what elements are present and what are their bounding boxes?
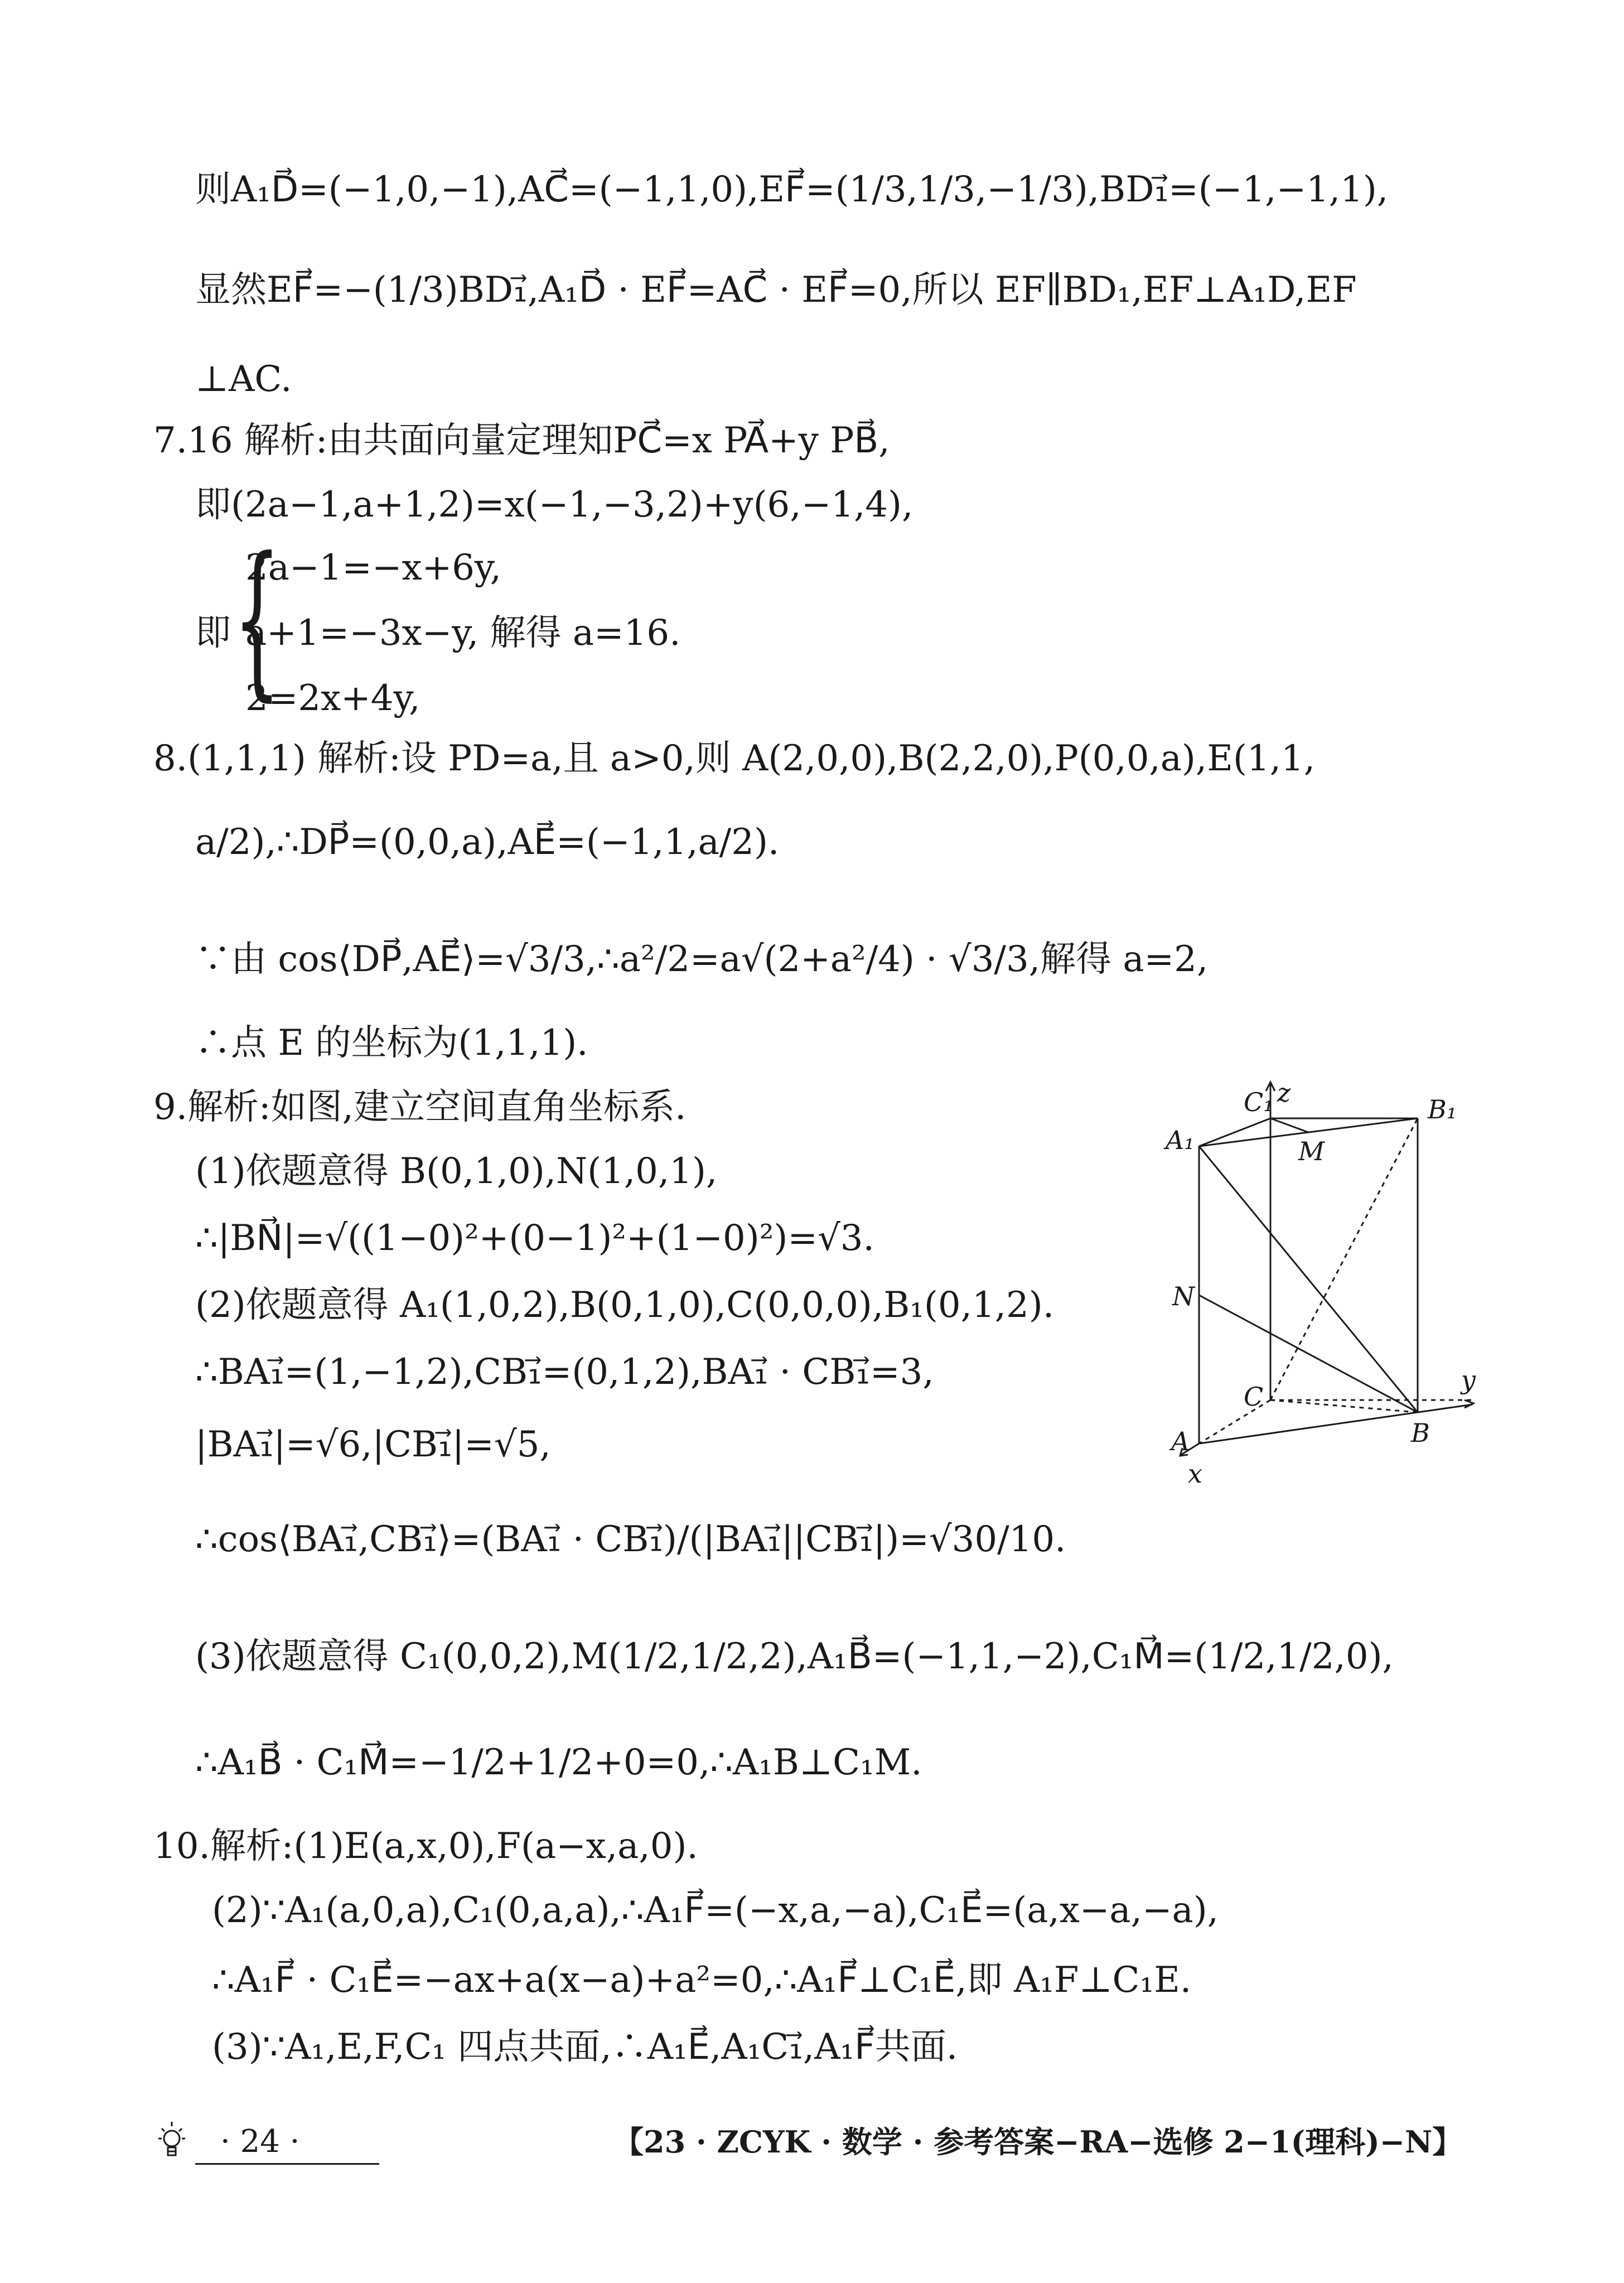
text-line-8: a+1=−3x−y, 解得 a=16. — [245, 612, 681, 654]
label-M: M — [1298, 1136, 1325, 1166]
text-line-22: ∴A₁B⃗ · C₁M⃗=−1/2+1/2+0=0,∴A₁B⊥C₁M. — [195, 1742, 922, 1783]
prism-diagram — [1160, 1071, 1539, 1517]
label-C: C — [1244, 1382, 1264, 1412]
text-line-5: 即(2a−1,a+1,2)=x(−1,−3,2)+y(6,−1,4), — [195, 484, 914, 525]
text-line-25: ∴A₁F⃗ · C₁E⃗=−ax+a(x−a)+a²=0,∴A₁F⃗⊥C₁E⃗,即 A₁F⊥C₁E. — [212, 1959, 1192, 2001]
label-A1: A₁ — [1166, 1125, 1195, 1155]
label-x: x — [1188, 1459, 1202, 1489]
text-line-9: 2=2x+4y, — [245, 678, 420, 719]
lightbulb-icon — [155, 2120, 188, 2164]
text-line-24: (2)∵A₁(a,0,a),C₁(0,a,a),∴A₁F⃗=(−x,a,−a),C₁E⃗=(a,x−a,−a), — [212, 1890, 1219, 1931]
text-line-11: a/2),∴DP⃗=(0,0,a),AE⃗=(−1,1,a/2). — [195, 822, 780, 863]
text-line-4: 7.16 解析:由共面向量定理知PC⃗=x PA⃗+y PB⃗, — [153, 420, 890, 461]
segment-A1B — [1199, 1146, 1418, 1412]
label-A: A — [1171, 1426, 1190, 1456]
text-line-26: (3)∵A₁,E,F,C₁ 四点共面,∴A₁E⃗,A₁C₁⃗,A₁F⃗共面. — [212, 2026, 958, 2068]
edge-AB — [1199, 1412, 1418, 1444]
label-z: z — [1277, 1078, 1291, 1108]
edge-CB — [1270, 1400, 1418, 1412]
text-line-17: (2)依题意得 A₁(1,0,2),B(0,1,0),C(0,0,0),B₁(0,1,2). — [195, 1285, 1055, 1326]
text-line-2: 显然EF⃗=−(1/3)BD₁⃗,A₁D⃗ · EF⃗=AC⃗ · EF⃗=0,所以 EF∥BD₁,EF⊥A₁D,EF — [195, 269, 1357, 311]
y-axis-ext — [1418, 1404, 1472, 1412]
text-line-23: 10.解析:(1)E(a,x,0),F(a−x,a,0). — [153, 1826, 698, 1867]
text-line-19: |BA₁⃗|=√6,|CB₁⃗|=√5, — [195, 1424, 551, 1465]
segment-C1M — [1270, 1118, 1308, 1132]
label-y: y — [1461, 1365, 1476, 1395]
label-C1: C₁ — [1244, 1087, 1274, 1117]
text-line-1: 则A₁D⃗=(−1,0,−1),AC⃗=(−1,1,0),EF⃗=(1/3,1/3,−1/3),BD₁⃗=(−1,−1,1), — [195, 169, 1389, 210]
equation-brace: { — [233, 522, 281, 716]
text-line-13: ∴点 E 的坐标为(1,1,1). — [195, 1022, 588, 1064]
text-line-18: ∴BA₁⃗=(1,−1,2),CB₁⃗=(0,1,2),BA₁⃗ · CB₁⃗=3, — [195, 1352, 934, 1393]
label-B1: B₁ — [1428, 1094, 1457, 1124]
segment-NB — [1199, 1295, 1418, 1412]
page-number: · 24 · — [220, 2123, 300, 2160]
text-line-3: ⊥AC. — [195, 359, 292, 400]
text-line-20: ∴cos⟨BA₁⃗,CB₁⃗⟩=(BA₁⃗ · CB₁⃗)/(|BA₁⃗||CB₁⃗|)=√30/10. — [195, 1519, 1066, 1560]
label-B: B — [1411, 1418, 1430, 1448]
text-line-10: 8.(1,1,1) 解析:设 PD=a,且 a>0,则 A(2,0,0),B(2,2,0),P(0,0,a),E(1,1, — [153, 738, 1316, 779]
text-line-16: ∴|BN⃗|=√((1−0)²+(0−1)²+(1−0)²)=√3. — [195, 1218, 874, 1259]
footer-code: 【23 · ZCYK · 数学 · 参考答案−RA−选修 2−1(理科)−N】 — [613, 2124, 1463, 2160]
label-N: N — [1172, 1281, 1195, 1311]
text-line-21: (3)依题意得 C₁(0,0,2),M(1/2,1/2,2),A₁B⃗=(−1,1,−2),C₁M⃗=(1/2,1/2,0), — [195, 1636, 1394, 1677]
text-line-7: 即 — [195, 612, 231, 654]
text-line-12: ∵由 cos⟨DP⃗,AE⃗⟩=√3/3,∴a²/2=a√(2+a²/4) · √3/3,解得 a=2, — [195, 939, 1209, 980]
text-line-6: 2a−1=−x+6y, — [245, 547, 501, 588]
footer-rule — [195, 2163, 379, 2165]
text-line-15: (1)依题意得 B(0,1,0),N(1,0,1), — [195, 1151, 718, 1192]
text-line-14: 9.解析:如图,建立空间直角坐标系. — [153, 1087, 687, 1128]
y-axis-arrow — [1464, 1400, 1473, 1408]
